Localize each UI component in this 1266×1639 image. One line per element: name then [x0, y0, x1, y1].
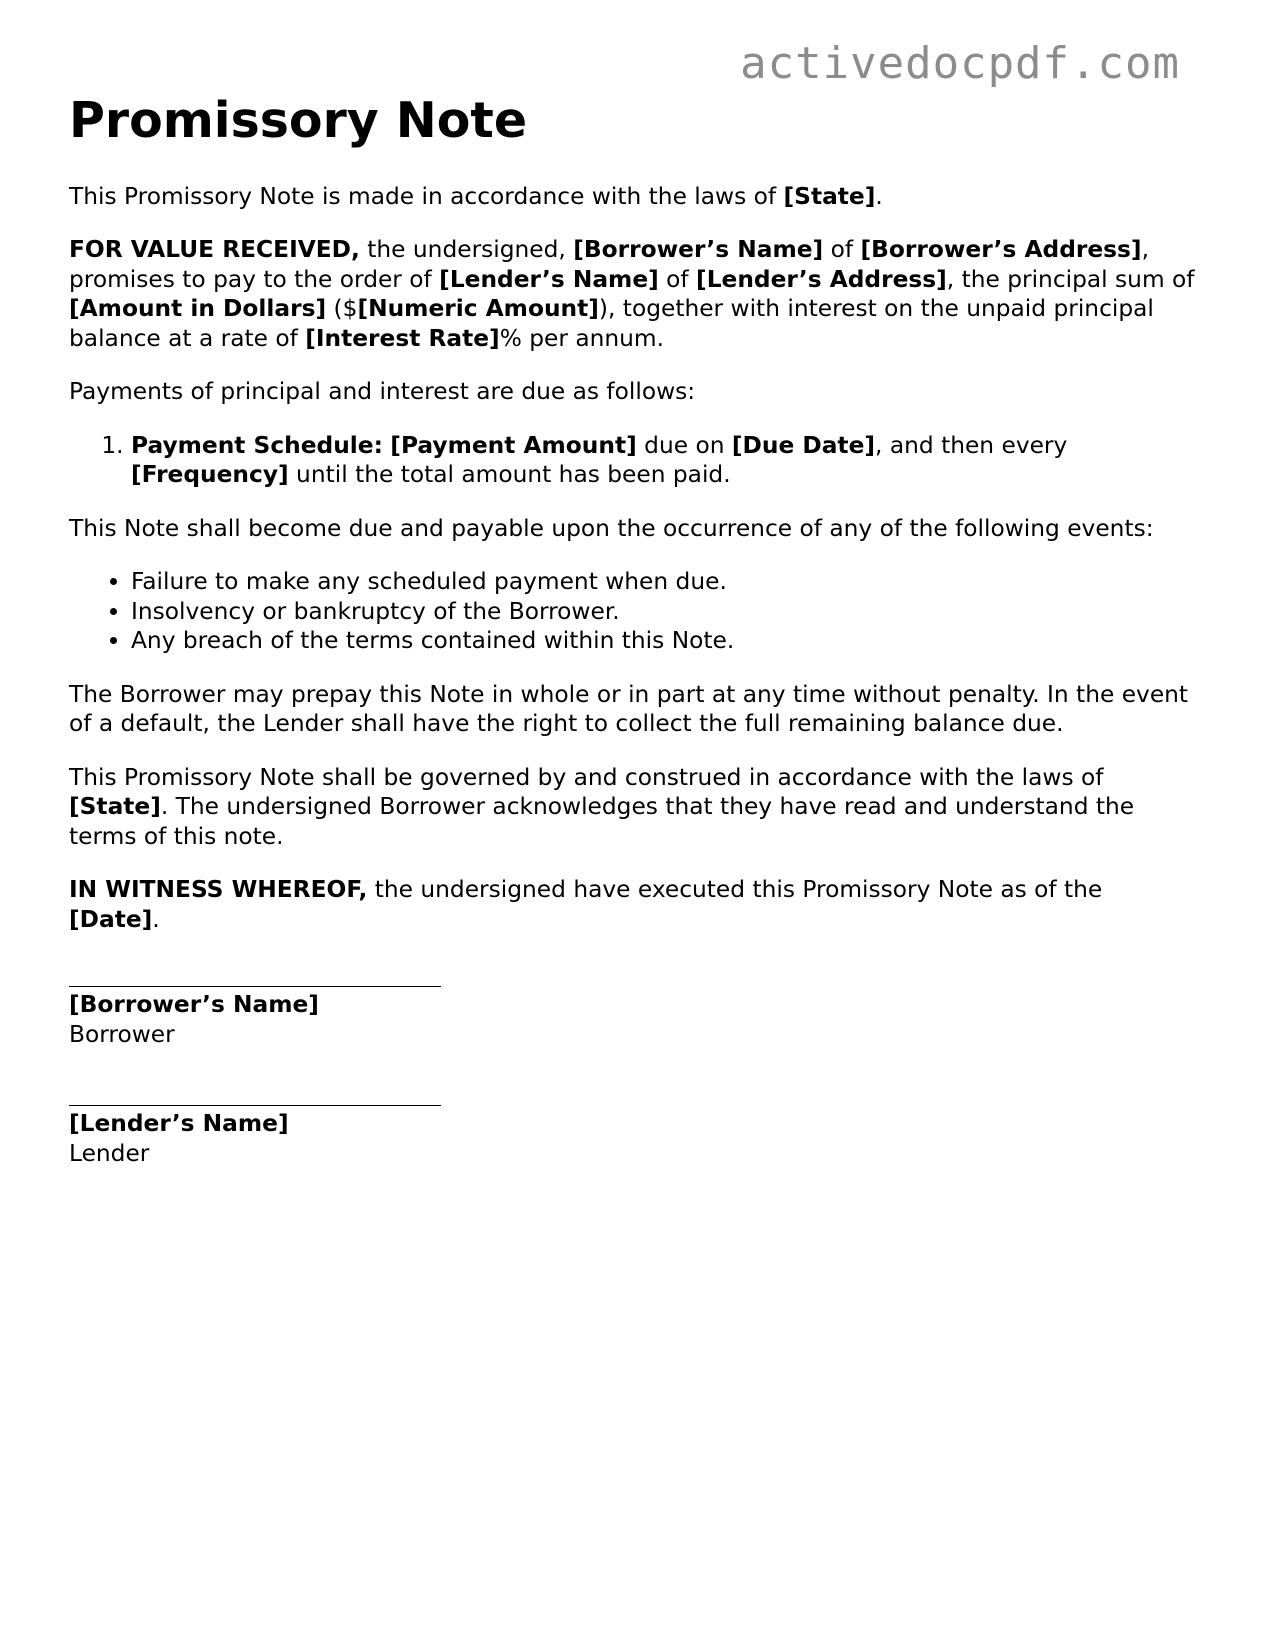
signature-line	[69, 964, 441, 987]
payment-schedule-item: 1. Payment Schedule: [Payment Amount] due on [Due Date], and then every [Frequency] until the total amount has been paid.	[131, 431, 1199, 490]
document	[69, 94, 1199, 1168]
list-item: • Insolvency or bankruptcy of the Borrower.	[131, 597, 1199, 627]
payments-intro: Payments of principal and interest are due as follows:	[69, 378, 696, 406]
prepay-paragraph: The Borrower may prepay this Note in whole or in part at any time without penalty. In the event of a default, the Lender shall have the right to collect the full remaining balance due.	[69, 680, 1189, 738]
document-title: Promissory Note	[69, 92, 528, 149]
signature-section	[69, 964, 1199, 1168]
default-events-list	[69, 567, 1199, 656]
signer-name: [Lender’s Name]	[69, 1110, 289, 1138]
list-item: • Any breach of the terms contained within this Note.	[131, 626, 1199, 656]
signature-line	[69, 1083, 441, 1106]
governing-law-paragraph: This Promissory Note shall be governed by and construed in accordance with the laws of [State]. The undersigned Borrower acknowledges that they have read and understand the terms of this note.	[69, 763, 1135, 850]
intro-paragraph: This Promissory Note is made in accordance with the laws of [State].	[69, 182, 883, 210]
list-item: • Failure to make any scheduled payment when due.	[131, 567, 1199, 597]
lender-signature	[69, 1083, 1199, 1168]
signer-name: [Borrower’s Name]	[69, 991, 319, 1019]
payment-schedule-list	[69, 431, 1199, 490]
signer-role: Borrower	[69, 1020, 175, 1048]
signer-role: Lender	[69, 1139, 150, 1167]
witness-paragraph: IN WITNESS WHEREOF, the undersigned have executed this Promissory Note as of the [Date].	[69, 876, 1103, 933]
watermark: activedocpdf.com	[740, 38, 1180, 89]
value-received-paragraph: FOR VALUE RECEIVED, the undersigned, [Borrower’s Name] of [Borrower’s Address], promises to pay to the order of [Lender’s Name] of [Lender’s Address], the principal sum of [Amount in Dollars] ($[Numeric Amount]), together with interest on the unpaid principal balance at a rate of [Interest Rate]% per annum.	[69, 236, 1195, 352]
borrower-signature	[69, 964, 1199, 1049]
events-intro: This Note shall become due and payable upon the occurrence of any of the following events:	[69, 514, 1154, 542]
